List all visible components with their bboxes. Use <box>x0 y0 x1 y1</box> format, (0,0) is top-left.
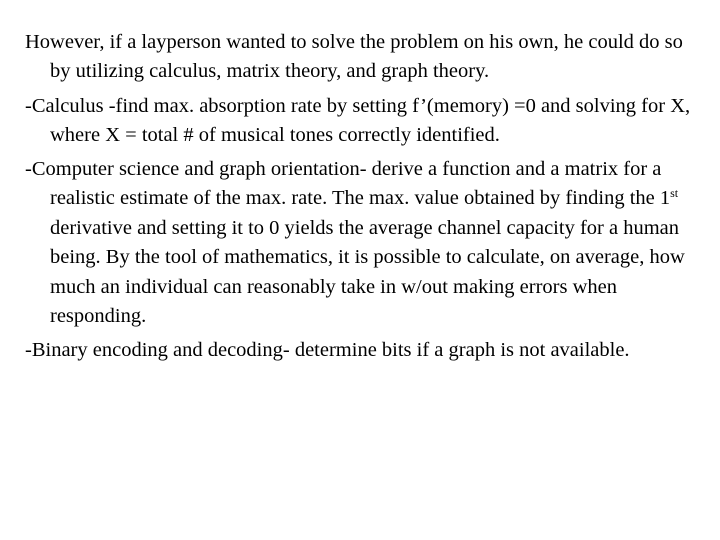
ordinal-superscript: st <box>670 186 679 201</box>
paragraph-computer-science <box>25 155 695 331</box>
paragraph-calculus: -Calculus -find max. absorption rate by setting f’(memory) =0 and solving for X, where X = total # of musical tones correctly identified. <box>25 94 691 146</box>
paragraph-computer-science-part1: -Computer science and graph orientation- derive a function and a matrix for a realistic estimate of the max. rate. The max. value obtained by finding the 1 <box>25 158 671 210</box>
paragraph-intro: However, if a layperson wanted to solve the problem on his own, he could do so by utilizing calculus, matrix theory, and graph theory. <box>25 31 683 83</box>
paragraph-computer-science-part2: derivative and setting it to 0 yields the average channel capacity for a human being. By the tool of mathematics, it is possible to calculate, on average, how much an individual can reasonably take in w/out making errors when responding. <box>50 216 685 328</box>
slide-body-text <box>25 28 695 366</box>
paragraph-binary: -Binary encoding and decoding- determine bits if a graph is not available. <box>25 339 630 362</box>
